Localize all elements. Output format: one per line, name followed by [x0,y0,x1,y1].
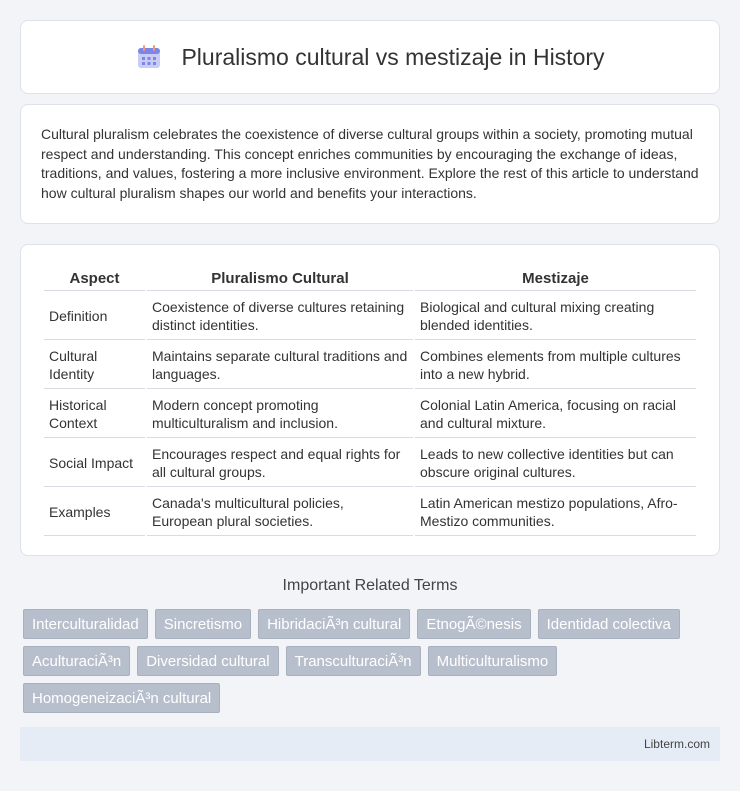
related-term-tag[interactable]: Interculturalidad [23,609,148,639]
table-row [44,391,696,438]
related-term-tag[interactable]: HomogeneizaciÃ³n cultural [23,683,220,713]
header-aspect: Aspect [44,267,145,291]
intro-paragraph: Cultural pluralism celebrates the coexistence of diverse cultural groups within a society, promoting mutual respect and understanding. This concept enriches communities by encouraging the exchange of ideas, traditions, and values, fostering a more inclusive environment. Explore the rest of this article to understand how cultural pluralism shapes our world and benefits your interactions. [41,126,699,201]
table-header-row [44,267,696,291]
cell-mestizaje: Leads to new collective identities but can obscure original cultures. [415,440,696,487]
related-term-tag[interactable]: Sincretismo [155,609,251,639]
cell-mestizaje: Combines elements from multiple cultures into a new hybrid. [415,342,696,389]
related-term-tag[interactable]: EtnogÃ©nesis [417,609,530,639]
related-terms-list [23,609,723,713]
comparison-table [42,265,698,538]
page-title: Pluralismo cultural vs mestizaje in History [181,43,605,70]
related-terms-title: Important Related Terms [282,577,458,594]
related-term-tag[interactable]: Multiculturalismo [428,646,558,676]
cell-mestizaje: Latin American mestizo populations, Afro-Mestizo communities. [415,489,696,536]
cell-aspect: Social Impact [44,440,145,487]
related-term-tag[interactable]: Diversidad cultural [137,646,278,676]
cell-pluralismo: Encourages respect and equal rights for all cultural groups. [147,440,413,487]
cell-aspect: Examples [44,489,145,536]
cell-mestizaje: Biological and cultural mixing creating blended identities. [415,293,696,340]
header-pluralismo: Pluralismo Cultural [147,267,413,291]
header-mestizaje: Mestizaje [415,267,696,291]
related-term-tag[interactable]: Identidad colectiva [538,609,680,639]
header-card [20,20,720,94]
table-row [44,293,696,340]
cell-aspect: Cultural Identity [44,342,145,389]
comparison-table-card [20,244,720,556]
cell-pluralismo: Modern concept promoting multiculturalism and inclusion. [147,391,413,438]
cell-pluralismo: Canada's multicultural policies, European plural societies. [147,489,413,536]
cell-aspect: Definition [44,293,145,340]
cell-aspect: Historical Context [44,391,145,438]
table-row [44,489,696,536]
table-row [44,440,696,487]
related-term-tag[interactable]: HibridaciÃ³n cultural [258,609,410,639]
calendar-icon [135,43,163,71]
table-row [44,342,696,389]
header-inner [135,43,604,71]
intro-card [20,104,720,224]
cell-pluralismo: Maintains separate cultural traditions and languages. [147,342,413,389]
related-term-tag[interactable]: AculturaciÃ³n [23,646,130,676]
footer [20,727,720,761]
related-term-tag[interactable]: TransculturaciÃ³n [286,646,421,676]
cell-pluralismo: Coexistence of diverse cultures retaining distinct identities. [147,293,413,340]
footer-site-link[interactable]: Libterm.com [643,737,710,751]
cell-mestizaje: Colonial Latin America, focusing on racial and cultural mixture. [415,391,696,438]
